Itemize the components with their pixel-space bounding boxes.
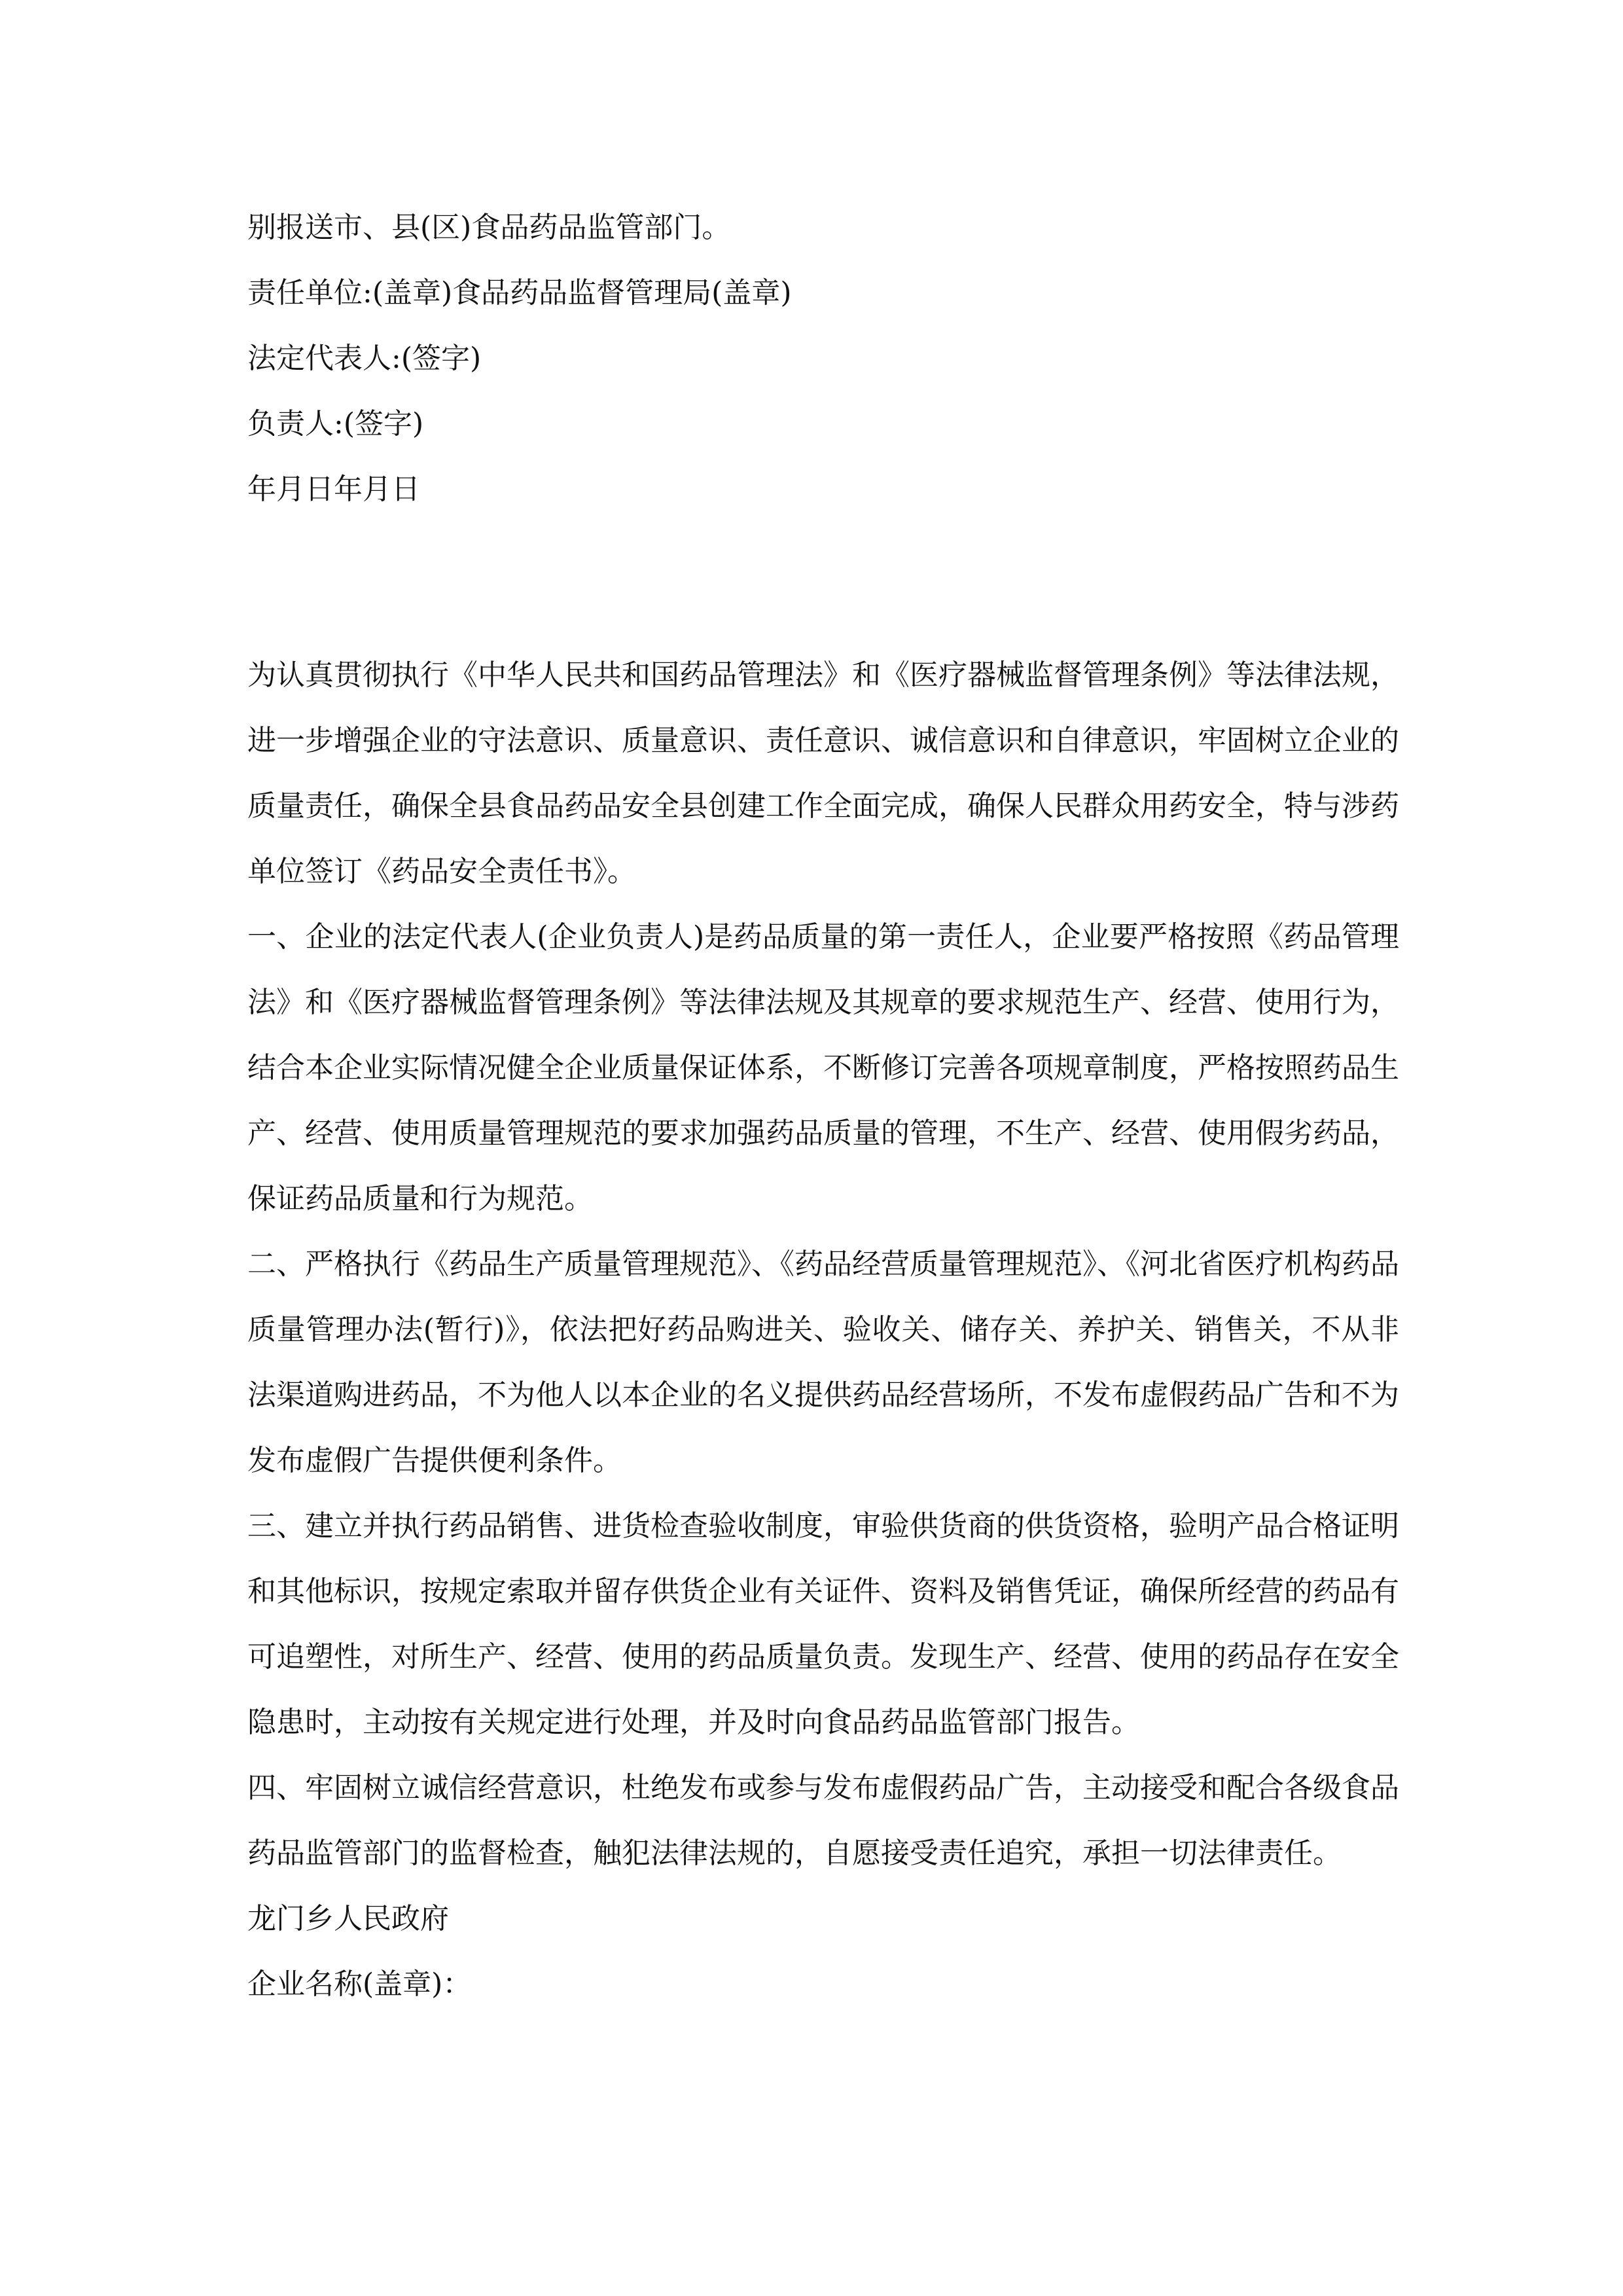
header-line-legal-representative: 法定代表人:(签字) <box>247 342 482 375</box>
intro-paragraph: 为认真贯彻执行《中华人民共和国药品管理法》和《医疗器械监督管理条例》等法律法规，进一步增强企业的守法意识、质量意识、责任意识、诚信意识和自律意识，牢固树立企业的质量责任，确保全县食品药品安全县创建工作全面完成，确保人民群众用药安全，特与涉药单位签订《药品安全责任书》。 <box>247 658 1399 888</box>
signature-enterprise: 企业名称(盖章)： <box>247 1967 472 2001</box>
document-content <box>247 195 1399 2017</box>
header-line-report: 别报送市、县(区)食品药品监管部门。 <box>247 211 731 244</box>
clause-4: 四、牢固树立诚信经营意识，杜绝发布或参与发布虚假药品广告，主动接受和配合各级食品药品监管部门的监督检查，触犯法律法规的，自愿接受责任追究，承担一切法律责任。 <box>247 1771 1399 1870</box>
header-line-person-in-charge: 负责人:(签字) <box>247 407 424 440</box>
clause-2: 二、严格执行《药品生产质量管理规范》、《药品经营质量管理规范》、《河北省医疗机构药品质量管理办法(暂行)》，依法把好药品购进关、验收关、储存关、养护关、销售关，不从非法渠道购进药品，不为他人以本企业的名义提供药品经营场所，不发布虚假药品广告和不为发布虚假广告提供便利条件。 <box>247 1247 1399 1477</box>
clause-3: 三、建立并执行药品销售、进货检查验收制度，审验供货商的供货资格，验明产品合格证明和其他标识，按规定索取并留存供货企业有关证件、资料及销售凭证，确保所经营的药品有可追塑性，对所生产、经营、使用的药品质量负责。发现生产、经营、使用的药品存在安全隐患时，主动按有关规定进行处理，并及时向食品药品监管部门报告。 <box>247 1509 1399 1739</box>
clause-1: 一、企业的法定代表人(企业负责人)是药品质量的第一责任人，企业要严格按照《药品管理法》和《医疗器械监督管理条例》等法律法规及其规章的要求规范生产、经营、使用行为，结合本企业实际情况健全企业质量保证体系，不断修订完善各项规章制度，严格按照药品生产、经营、使用质量管理规范的要求加强药品质量的管理，不生产、经营、使用假劣药品，保证药品质量和行为规范。 <box>247 920 1399 1215</box>
header-line-date: 年月日年月日 <box>247 473 420 506</box>
section-gap <box>247 522 1399 643</box>
header-line-responsible-unit: 责任单位:(盖章)食品药品监督管理局(盖章) <box>247 276 792 310</box>
signature-government: 龙门乡人民政府 <box>247 1902 449 1935</box>
